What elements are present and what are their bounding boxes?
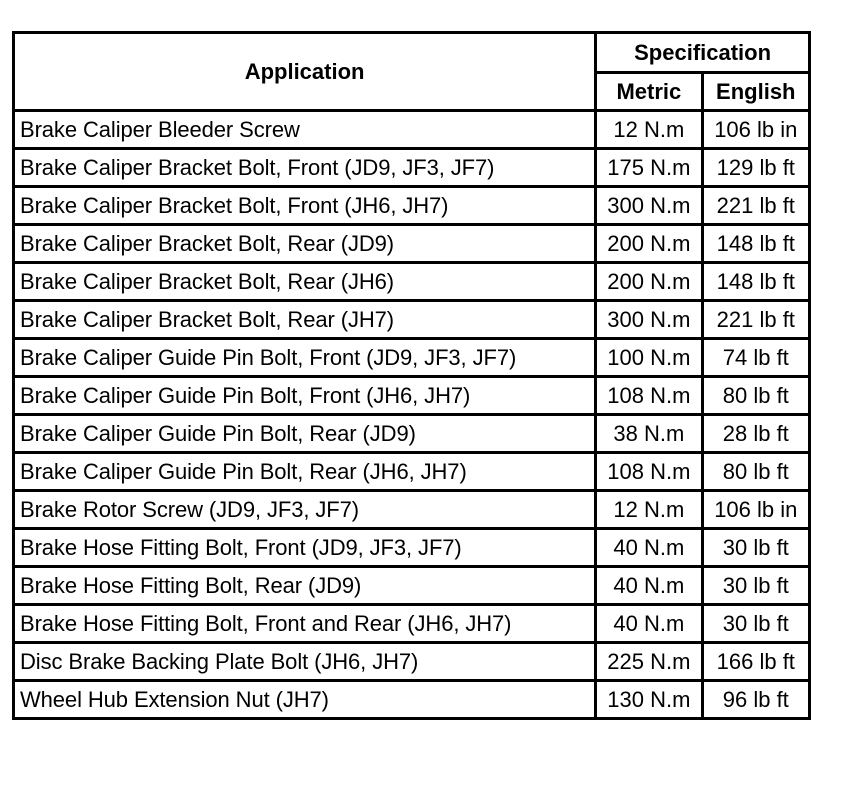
- table-row: [14, 187, 810, 225]
- metric-cell: 300 N.m: [596, 301, 702, 339]
- application-cell: Brake Hose Fitting Bolt, Rear (JD9): [14, 567, 596, 605]
- table-row: [14, 643, 810, 681]
- table-row: [14, 453, 810, 491]
- metric-header: Metric: [596, 73, 702, 111]
- table-body: [14, 111, 810, 719]
- table-row: [14, 225, 810, 263]
- metric-cell: 12 N.m: [596, 111, 702, 149]
- english-cell: 148 lb ft: [702, 263, 809, 301]
- metric-cell: 38 N.m: [596, 415, 702, 453]
- application-cell: Brake Caliper Bracket Bolt, Front (JH6, JH7): [14, 187, 596, 225]
- table-row: [14, 301, 810, 339]
- specification-header: Specification: [596, 33, 810, 73]
- table-row: [14, 111, 810, 149]
- english-cell: 221 lb ft: [702, 187, 809, 225]
- metric-cell: 108 N.m: [596, 377, 702, 415]
- table-row: [14, 149, 810, 187]
- application-cell: Disc Brake Backing Plate Bolt (JH6, JH7): [14, 643, 596, 681]
- metric-cell: 130 N.m: [596, 681, 702, 719]
- english-cell: 30 lb ft: [702, 567, 809, 605]
- table-row: [14, 605, 810, 643]
- english-header: English: [702, 73, 809, 111]
- english-cell: 80 lb ft: [702, 453, 809, 491]
- metric-cell: 12 N.m: [596, 491, 702, 529]
- english-cell: 166 lb ft: [702, 643, 809, 681]
- english-cell: 221 lb ft: [702, 301, 809, 339]
- table-row: [14, 529, 810, 567]
- table-row: [14, 263, 810, 301]
- table-header: [14, 33, 810, 111]
- table-row: [14, 681, 810, 719]
- application-cell: Brake Caliper Guide Pin Bolt, Front (JD9, JF3, JF7): [14, 339, 596, 377]
- torque-spec-table: [12, 31, 811, 720]
- application-cell: Brake Caliper Guide Pin Bolt, Front (JH6, JH7): [14, 377, 596, 415]
- table-row: [14, 491, 810, 529]
- application-header: Application: [14, 33, 596, 111]
- english-cell: 106 lb in: [702, 491, 809, 529]
- application-cell: Brake Caliper Bleeder Screw: [14, 111, 596, 149]
- application-cell: Wheel Hub Extension Nut (JH7): [14, 681, 596, 719]
- table-row: [14, 339, 810, 377]
- metric-cell: 40 N.m: [596, 605, 702, 643]
- english-cell: 28 lb ft: [702, 415, 809, 453]
- application-cell: Brake Caliper Bracket Bolt, Rear (JH7): [14, 301, 596, 339]
- metric-cell: 100 N.m: [596, 339, 702, 377]
- application-cell: Brake Hose Fitting Bolt, Front (JD9, JF3, JF7): [14, 529, 596, 567]
- metric-cell: 40 N.m: [596, 529, 702, 567]
- metric-cell: 300 N.m: [596, 187, 702, 225]
- metric-cell: 40 N.m: [596, 567, 702, 605]
- application-cell: Brake Hose Fitting Bolt, Front and Rear (JH6, JH7): [14, 605, 596, 643]
- english-cell: 30 lb ft: [702, 529, 809, 567]
- english-cell: 74 lb ft: [702, 339, 809, 377]
- application-cell: Brake Caliper Bracket Bolt, Rear (JH6): [14, 263, 596, 301]
- table-row: [14, 567, 810, 605]
- application-cell: Brake Rotor Screw (JD9, JF3, JF7): [14, 491, 596, 529]
- table-row: [14, 415, 810, 453]
- metric-cell: 200 N.m: [596, 225, 702, 263]
- english-cell: 30 lb ft: [702, 605, 809, 643]
- application-cell: Brake Caliper Guide Pin Bolt, Rear (JD9): [14, 415, 596, 453]
- application-cell: Brake Caliper Bracket Bolt, Rear (JD9): [14, 225, 596, 263]
- application-cell: Brake Caliper Guide Pin Bolt, Rear (JH6, JH7): [14, 453, 596, 491]
- english-cell: 129 lb ft: [702, 149, 809, 187]
- metric-cell: 175 N.m: [596, 149, 702, 187]
- english-cell: 96 lb ft: [702, 681, 809, 719]
- english-cell: 80 lb ft: [702, 377, 809, 415]
- english-cell: 148 lb ft: [702, 225, 809, 263]
- application-cell: Brake Caliper Bracket Bolt, Front (JD9, JF3, JF7): [14, 149, 596, 187]
- table-row: [14, 377, 810, 415]
- metric-cell: 108 N.m: [596, 453, 702, 491]
- english-cell: 106 lb in: [702, 111, 809, 149]
- metric-cell: 200 N.m: [596, 263, 702, 301]
- header-row-top: [14, 33, 810, 73]
- metric-cell: 225 N.m: [596, 643, 702, 681]
